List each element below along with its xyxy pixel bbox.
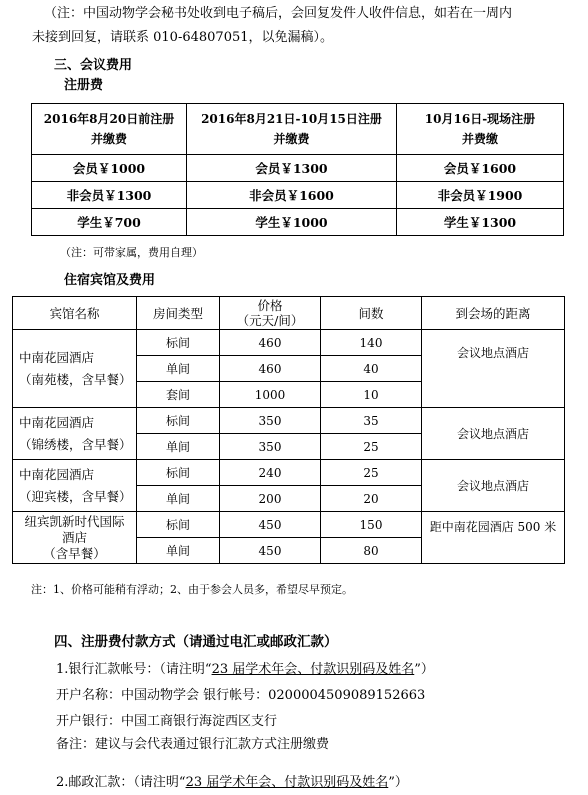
- fee-cell: 会员￥1600: [397, 155, 564, 182]
- room-type: 单间: [137, 486, 220, 512]
- fee-cell: 学生￥1000: [187, 209, 397, 236]
- room-type: 套间: [137, 382, 220, 408]
- room-count: 20: [321, 486, 422, 512]
- room-price: 460: [220, 356, 321, 382]
- hotel-distance: 会议地点酒店: [422, 408, 565, 460]
- hotel-header-count: 间数: [321, 297, 422, 330]
- payment-remark-line: 备注：建议与会代表通过银行汇款方式注册缴费: [56, 737, 330, 752]
- hotel-distance: 会议地点酒店: [422, 330, 565, 408]
- hotel-name-cell: [13, 330, 137, 408]
- bank-transfer-line: [56, 661, 434, 679]
- hotel-name: 中南花园酒店: [19, 466, 95, 482]
- room-type: 单间: [137, 538, 220, 564]
- postal-transfer-label: 2.邮政汇款：（请注明“: [56, 775, 186, 790]
- hotel-header-name: 宾馆名称: [13, 297, 137, 330]
- bank-branch-line: 开户银行：中国工商银行海淀西区支行: [56, 714, 278, 729]
- room-price: 1000: [220, 382, 321, 408]
- room-count: 25: [321, 434, 422, 460]
- postal-transfer-line: [56, 774, 408, 792]
- room-count: 10: [321, 382, 422, 408]
- fee-cell: 学生￥1300: [397, 209, 564, 236]
- room-type: 标间: [137, 330, 220, 356]
- hotel-header-distance: 到会场的距离: [422, 297, 565, 330]
- table-row: [13, 460, 565, 486]
- room-price: 200: [220, 486, 321, 512]
- hotel-building: （迎宾楼，含早餐）: [19, 488, 132, 504]
- fee-header-early-sub: 并缴费: [90, 132, 127, 146]
- fee-header-early: [32, 104, 187, 155]
- room-count: 80: [321, 538, 422, 564]
- hotel-name: 中南花园酒店: [19, 414, 95, 430]
- hotel-header-price-label: 价格: [257, 298, 283, 313]
- hotel-table-header-row: [13, 297, 565, 330]
- hotel-breakfast: （含早餐）: [43, 545, 106, 561]
- section4-heading: 四、注册费付款方式（请通过电汇或邮政汇款）: [54, 634, 338, 650]
- hotel-name: 纽宾凯新时代国际: [24, 513, 125, 529]
- hotel-name-cell: [13, 460, 137, 512]
- fee-header-regular-sub: 并缴费: [273, 132, 310, 146]
- account-name-line: 开户名称：中国动物学会 银行帐号：0200004509089152663: [56, 688, 426, 703]
- fee-cell: 学生￥700: [32, 209, 187, 236]
- room-type: 标间: [137, 460, 220, 486]
- hotel-name-cell: [13, 512, 137, 564]
- room-count: 40: [321, 356, 422, 382]
- hotel-name-cont: 酒店: [61, 529, 87, 545]
- room-type: 单间: [137, 434, 220, 460]
- room-price: 350: [220, 408, 321, 434]
- hotel-note: 注：1、价格可能稍有浮动；2、由于参会人员多，希望尽早预定。: [31, 583, 353, 596]
- fee-row-nonmember: [32, 182, 564, 209]
- hotel-header-room-type: 房间类型: [137, 297, 220, 330]
- hotel-building: （锦绣楼，含早餐）: [19, 436, 132, 452]
- room-count: 150: [321, 512, 422, 538]
- fee-row-student: [32, 209, 564, 236]
- room-price: 460: [220, 330, 321, 356]
- table-row: [13, 512, 565, 538]
- room-count: 25: [321, 460, 422, 486]
- fee-cell: 非会员￥1300: [32, 182, 187, 209]
- hotel-building: （南苑楼，含早餐）: [19, 371, 132, 387]
- fee-note: （注：可带家属，费用自理）: [60, 246, 203, 259]
- intro-note-line1: （注：中国动物学会秘书处收到电子稿后，会回复发件人收件信息，如若在一周内: [44, 6, 513, 21]
- hotel-header-price: [220, 297, 321, 330]
- hotel-name-cell: [13, 408, 137, 460]
- hotel-distance: 会议地点酒店: [422, 460, 565, 512]
- fee-header-regular: [187, 104, 397, 155]
- room-price: 240: [220, 460, 321, 486]
- fee-header-onsite: [397, 104, 564, 155]
- fee-header-regular-date: 2016年8月21日-10月15日注册: [201, 112, 382, 126]
- room-price: 450: [220, 538, 321, 564]
- fee-header-onsite-date: 10月16日-现场注册: [424, 112, 536, 126]
- room-price: 350: [220, 434, 321, 460]
- hotel-table: [12, 296, 565, 564]
- room-type: 标间: [137, 512, 220, 538]
- registration-fee-subheading: 注册费: [64, 78, 104, 93]
- postal-transfer-remark: 23 届学术年会、付款识别码及姓名: [185, 775, 389, 790]
- room-type: 单间: [137, 356, 220, 382]
- hotel-name: 中南花园酒店: [19, 349, 95, 365]
- fee-header-onsite-sub: 并费缴: [461, 132, 498, 146]
- fee-cell: 会员￥1000: [32, 155, 187, 182]
- section3-heading: 三、会议费用: [54, 58, 133, 73]
- table-row: [13, 408, 565, 434]
- room-price: 450: [220, 512, 321, 538]
- fee-cell: 会员￥1300: [187, 155, 397, 182]
- intro-note-line2: 未接到回复，请联系 010-64807051，以免漏稿）。: [32, 30, 334, 45]
- fee-cell: 非会员￥1600: [187, 182, 397, 209]
- fee-row-member: [32, 155, 564, 182]
- bank-transfer-remark: 23 届学术年会、付款识别码及姓名: [211, 662, 415, 677]
- fee-header-early-date: 2016年8月20日前注册: [43, 112, 175, 126]
- fee-cell: 非会员￥1900: [397, 182, 564, 209]
- table-row: [13, 330, 565, 356]
- postal-transfer-end: ”）: [388, 775, 408, 790]
- registration-fee-table: [31, 103, 564, 236]
- room-count: 35: [321, 408, 422, 434]
- fee-table-header-row: [32, 104, 564, 155]
- bank-transfer-end: ”）: [414, 662, 434, 677]
- hotel-header-price-unit: （元天/间）: [236, 313, 304, 328]
- room-count: 140: [321, 330, 422, 356]
- hotel-distance: 距中南花园酒店 500 米: [422, 512, 565, 564]
- room-type: 标间: [137, 408, 220, 434]
- hotel-section-heading: 住宿宾馆及费用: [64, 273, 156, 288]
- bank-transfer-label: 1.银行汇款帐号：（请注明“: [56, 662, 212, 677]
